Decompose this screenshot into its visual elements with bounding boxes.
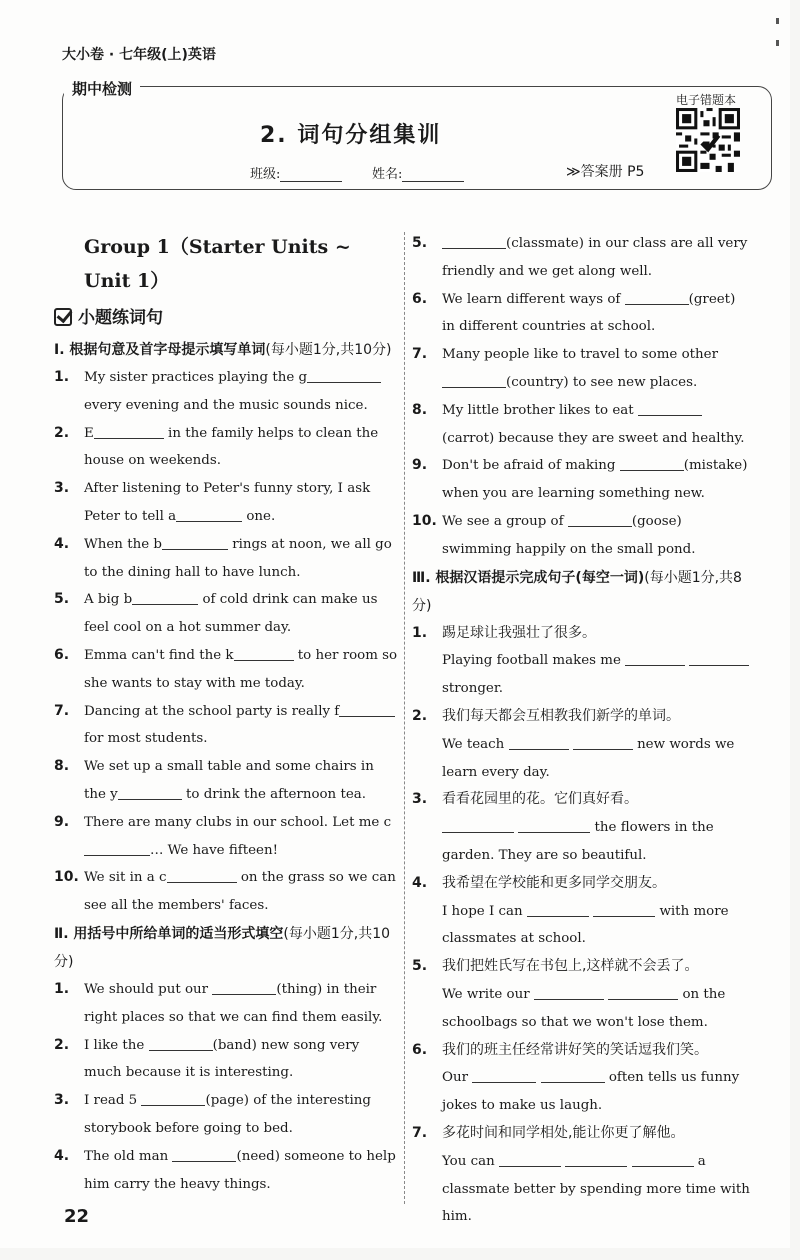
answer-blank[interactable] [689, 649, 749, 666]
answer-blank[interactable] [568, 510, 632, 527]
answer-blank[interactable] [573, 733, 633, 750]
question-item: 3. 看看花园里的花。它们真好看。 the flowers in the garden. They are so beautiful. [412, 791, 714, 863]
answer-blank[interactable] [632, 1150, 694, 1167]
question-item: 7. Many people like to travel to some other (country) to see new places. [412, 346, 718, 390]
question-item: 5. 我们把姓氏写在书包上,这样就不会丢了。 We write our on the schoolbags so that we won't lose them. [412, 958, 726, 1030]
name-label: 姓名: [372, 167, 403, 182]
question-item: 6. 我们的班主任经常讲好笑的笑话逗我们笑。 Our often tells us funny jokes to make us laugh. [412, 1041, 740, 1114]
answer-blank[interactable] [84, 839, 150, 856]
answer-blank[interactable] [339, 700, 395, 717]
question-item: 10. We see a group of (goose) swimming happily on the small pond. [412, 508, 752, 564]
class-field[interactable] [250, 163, 342, 182]
question-item: 10. We sit in a c on the grass so we can see all the members' faces. [54, 864, 398, 920]
question-item: 5. A big b of cold drink can make us feel cool on a hot summer day. [54, 586, 398, 642]
answer-blank[interactable] [518, 816, 590, 833]
section-tag: 期中检测 [64, 78, 140, 99]
question-item: 1. 踢足球让我强壮了很多。 Playing football makes me stronger. [412, 620, 752, 703]
answer-blank[interactable] [534, 983, 604, 1000]
question-item: 2. I like the (band) new song very much because it is interesting. [54, 1032, 398, 1088]
part3-title: Ⅲ. 根据汉语提示完成句子(每空一词)(每小题1分,共8分) [412, 569, 742, 614]
question-item: 6. Emma can't find the k to her room so she wants to stay with me today. [54, 642, 398, 698]
question-item: 7. Dancing at the school party is really f for most students. [54, 698, 398, 754]
answer-blank[interactable] [167, 866, 237, 883]
answer-blank[interactable] [541, 1066, 605, 1083]
answer-blank[interactable] [141, 1089, 205, 1106]
question-item: 9. There are many clubs in our school. Let me c… We have fifteen! [54, 813, 392, 858]
question-item: 3. I read 5 (page) of the interesting storybook before going to bed. [54, 1087, 398, 1143]
answer-blank[interactable] [307, 366, 381, 383]
answer-blank[interactable] [593, 900, 655, 917]
question-item: 8. My little brother likes to eat (carrot) because they are sweet and healthy. [412, 397, 752, 453]
answer-blank[interactable] [442, 232, 506, 249]
answer-blank[interactable] [234, 644, 294, 661]
answer-blank[interactable] [149, 1034, 213, 1051]
question-item: 2. E in the family helps to clean the house on weekends. [54, 420, 398, 476]
qr-code-icon[interactable] [676, 108, 740, 172]
answer-blank[interactable] [132, 588, 198, 605]
book-title: 大小卷 · 七年级(上)英语 [62, 47, 216, 63]
question-item: 4. When the b rings at noon, we all go to the dining hall to have lunch. [54, 531, 398, 587]
question-item: 4. The old man (need) someone to help him carry the heavy things. [54, 1143, 398, 1199]
answer-blank[interactable] [499, 1150, 561, 1167]
answer-blank[interactable] [625, 288, 689, 305]
question-item: 9. Don't be afraid of making (mistake) when you are learning something new. [412, 452, 752, 508]
page-edge-mark [776, 40, 779, 46]
answer-blank[interactable] [620, 454, 684, 471]
left-column [54, 230, 398, 1198]
question-item: 4. 我希望在学校能和更多同学交朋友。 I hope I can with more classmates at school. [412, 874, 729, 947]
group-title: Group 1（Starter Units ~ Unit 1） [84, 236, 351, 292]
right-column [412, 230, 752, 1231]
question-item: 5. (classmate) in our class are all very friendly and we get along well. [412, 230, 752, 286]
answer-blank[interactable] [509, 733, 569, 750]
checkbox-icon [54, 308, 72, 326]
qr-label: 电子错题本 [676, 93, 737, 107]
answer-blank[interactable] [527, 900, 589, 917]
answer-blank[interactable] [442, 371, 506, 388]
part1-title: Ⅰ. 根据句意及首字母提示填写单词(每小题1分,共10分) [54, 342, 392, 358]
page-edge-mark [776, 18, 779, 24]
page-title: 2. 词句分组集训 [260, 123, 442, 148]
answer-reference: ≫答案册 P5 [566, 164, 645, 180]
name-field[interactable] [372, 163, 464, 182]
question-item: 6. We learn different ways of (greet) in different countries at school. [412, 286, 752, 342]
page-number: 22 [64, 1206, 90, 1227]
answer-blank[interactable] [565, 1150, 627, 1167]
answer-blank[interactable] [162, 533, 228, 550]
answer-blank[interactable] [118, 783, 182, 800]
practice-heading: 小题练词句 [54, 300, 398, 336]
answer-blank[interactable] [94, 422, 164, 439]
answer-blank[interactable] [442, 816, 514, 833]
answer-blank[interactable] [608, 983, 678, 1000]
answer-blank[interactable] [638, 399, 702, 416]
class-label: 班级: [250, 167, 281, 182]
question-item: 1. My sister practices playing the g every evening and the music sounds nice. [54, 364, 398, 420]
answer-blank[interactable] [172, 1145, 236, 1162]
answer-blank[interactable] [625, 649, 685, 666]
answer-blank[interactable] [472, 1066, 536, 1083]
question-item: 2. 我们每天都会互相教我们新学的单词。 We teach new words we learn every day. [412, 707, 735, 780]
question-item: 7. 多花时间和同学相处,能让你更了解他。 You can a classmate better by spending more time with him. [412, 1124, 750, 1225]
part2-title: Ⅱ. 用括号中所给单词的适当形式填空(每小题1分,共10分) [54, 925, 391, 970]
column-divider [404, 232, 405, 1204]
question-item: 1. We should put our (thing) in their right places so that we can find them easily. [54, 976, 398, 1032]
answer-blank[interactable] [212, 978, 276, 995]
question-item: 8. We set up a small table and some chairs in the y to drink the afternoon tea. [54, 758, 374, 802]
answer-blank[interactable] [176, 505, 242, 522]
question-item: 3. After listening to Peter's funny story, I ask Peter to tell a one. [54, 480, 371, 524]
